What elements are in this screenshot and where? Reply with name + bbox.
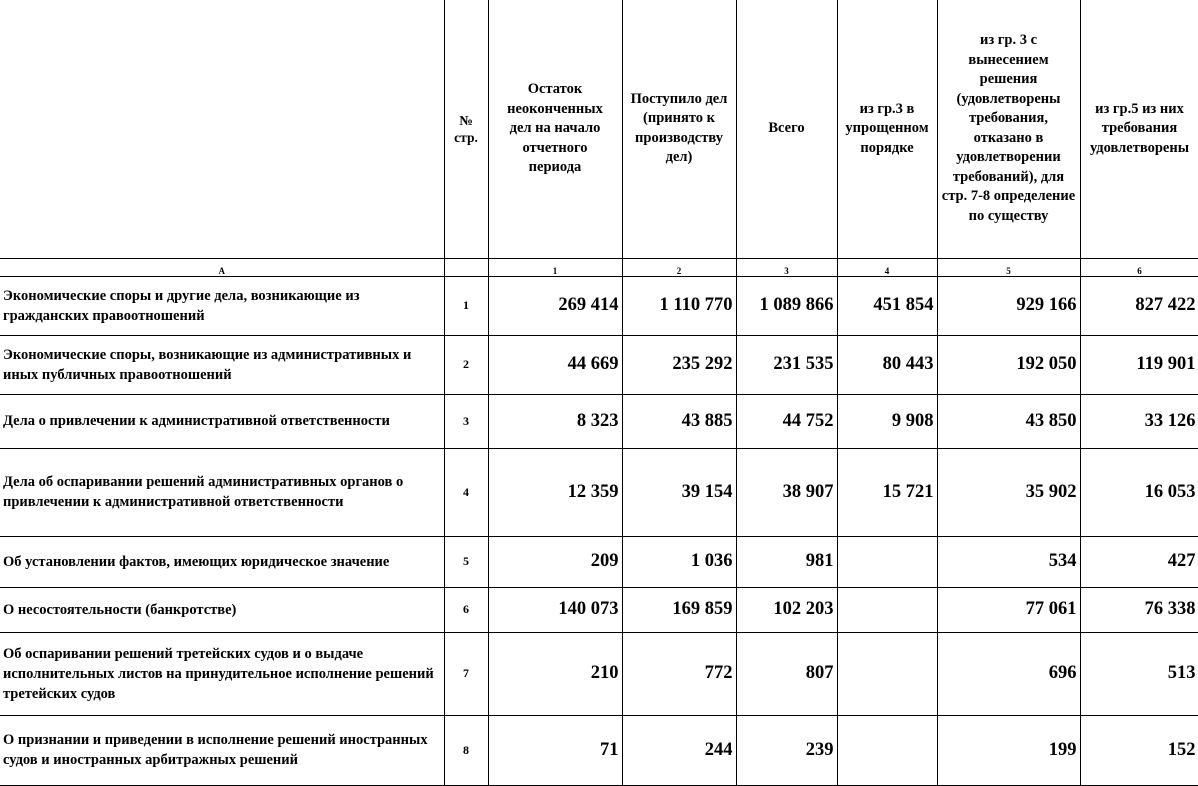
row-number: 4	[444, 448, 488, 536]
header-name	[0, 0, 444, 258]
header-col-2: Поступило дел (принято к производству дел)	[622, 0, 736, 258]
index-row	[0, 258, 1198, 276]
table-row	[0, 536, 1198, 587]
index-cell: 2	[622, 258, 736, 276]
cell-col-3: 231 535	[736, 335, 837, 394]
header-row-number: № стр.	[444, 0, 488, 258]
cell-col-2: 772	[622, 632, 736, 715]
cell-col-3: 102 203	[736, 587, 837, 632]
index-cell: 4	[837, 258, 937, 276]
index-cell: 5	[937, 258, 1080, 276]
header-col-4: из гр.3 в упрощенном порядке	[837, 0, 937, 258]
header-col-5: из гр. 3 с вынесением решения (удовлетворены требования, отказано в удовлетворении требований), для стр. 7-8 определение по существу	[937, 0, 1080, 258]
table-row	[0, 715, 1198, 785]
cell-col-6: 827 422	[1080, 276, 1198, 335]
table-row	[0, 335, 1198, 394]
cell-col-5: 534	[937, 536, 1080, 587]
cell-col-2: 169 859	[622, 587, 736, 632]
table-row	[0, 276, 1198, 335]
header-col-1: Остаток неоконченных дел на начало отчетного периода	[488, 0, 622, 258]
cell-col-5: 77 061	[937, 587, 1080, 632]
cell-col-4	[837, 587, 937, 632]
row-number: 5	[444, 536, 488, 587]
cell-col-6: 76 338	[1080, 587, 1198, 632]
cell-col-3: 807	[736, 632, 837, 715]
cell-col-4: 80 443	[837, 335, 937, 394]
cell-col-1: 210	[488, 632, 622, 715]
cell-col-6: 427	[1080, 536, 1198, 587]
table-row	[0, 587, 1198, 632]
cell-col-4: 9 908	[837, 394, 937, 448]
row-number: 6	[444, 587, 488, 632]
cell-col-4: 15 721	[837, 448, 937, 536]
cell-col-1: 269 414	[488, 276, 622, 335]
cell-col-3: 1 089 866	[736, 276, 837, 335]
cell-col-2: 43 885	[622, 394, 736, 448]
index-cell: 3	[736, 258, 837, 276]
cell-col-6: 16 053	[1080, 448, 1198, 536]
cell-col-3: 981	[736, 536, 837, 587]
row-name: О признании и приведении в исполнение решений иностранных судов и иностранных арбитражных решений	[0, 715, 444, 785]
cell-col-5: 929 166	[937, 276, 1080, 335]
row-number: 3	[444, 394, 488, 448]
index-cell	[444, 258, 488, 276]
cell-col-5: 35 902	[937, 448, 1080, 536]
cell-col-1: 8 323	[488, 394, 622, 448]
cell-col-6: 152	[1080, 715, 1198, 785]
cell-col-2: 39 154	[622, 448, 736, 536]
index-cell: 6	[1080, 258, 1198, 276]
row-name: Дела об оспаривании решений административных органов о привлечении к административной ответственности	[0, 448, 444, 536]
cell-col-4	[837, 536, 937, 587]
cell-col-2: 244	[622, 715, 736, 785]
index-cell: 1	[488, 258, 622, 276]
cell-col-2: 1 110 770	[622, 276, 736, 335]
cell-col-1: 209	[488, 536, 622, 587]
row-number: 7	[444, 632, 488, 715]
cell-col-1: 71	[488, 715, 622, 785]
row-name: Об оспаривании решений третейских судов и о выдаче исполнительных листов на принудительное исполнение решений третейских судов	[0, 632, 444, 715]
cell-col-5: 696	[937, 632, 1080, 715]
header-col-3: Всего	[736, 0, 837, 258]
cell-col-4	[837, 715, 937, 785]
cell-col-1: 44 669	[488, 335, 622, 394]
row-name: О несостоятельности (банкротстве)	[0, 587, 444, 632]
row-number: 8	[444, 715, 488, 785]
cell-col-5: 199	[937, 715, 1080, 785]
cell-col-4	[837, 632, 937, 715]
cell-col-2: 1 036	[622, 536, 736, 587]
row-number: 2	[444, 335, 488, 394]
table-row	[0, 394, 1198, 448]
header-col-6: из гр.5 из них требования удовлетворены	[1080, 0, 1198, 258]
cell-col-6: 513	[1080, 632, 1198, 715]
cell-col-1: 12 359	[488, 448, 622, 536]
row-name: Дела о привлечении к административной ответственности	[0, 394, 444, 448]
cell-col-3: 44 752	[736, 394, 837, 448]
cell-col-5: 43 850	[937, 394, 1080, 448]
cell-col-1: 140 073	[488, 587, 622, 632]
table-row	[0, 632, 1198, 715]
index-cell: А	[0, 258, 444, 276]
row-name: Экономические споры, возникающие из административных и иных публичных правоотношений	[0, 335, 444, 394]
header-row	[0, 0, 1198, 258]
cell-col-4: 451 854	[837, 276, 937, 335]
cell-col-5: 192 050	[937, 335, 1080, 394]
row-name: Экономические споры и другие дела, возникающие из гражданских правоотношений	[0, 276, 444, 335]
cell-col-3: 239	[736, 715, 837, 785]
cell-col-6: 119 901	[1080, 335, 1198, 394]
row-name: Об установлении фактов, имеющих юридическое значение	[0, 536, 444, 587]
cell-col-6: 33 126	[1080, 394, 1198, 448]
table-row	[0, 448, 1198, 536]
row-number: 1	[444, 276, 488, 335]
cell-col-3: 38 907	[736, 448, 837, 536]
cell-col-2: 235 292	[622, 335, 736, 394]
